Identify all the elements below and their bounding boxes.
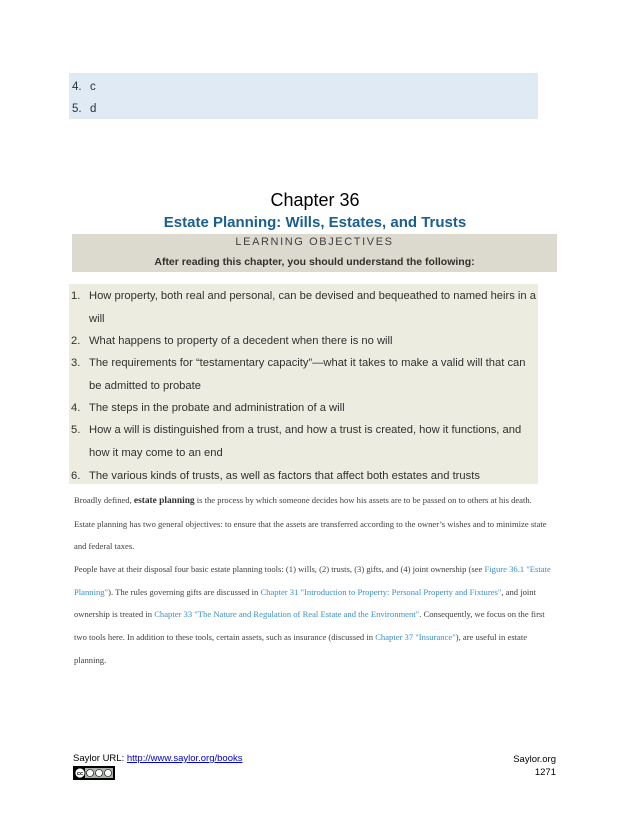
paragraph-text: is the process by which someone decides how his assets are to be passed on to others at his death. Estate planning has two general objectives: to ensure that the assets are transferred according to the owner’s wishes and to minimize state and federal taxes. [74, 495, 547, 552]
objective-text: How a will is distinguished from a trust, and how a trust is created, how it functions, and how it may come to an end [89, 424, 522, 459]
objective-text: What happens to property of a decedent when there is no will [89, 335, 393, 347]
learning-objectives-intro: After reading this chapter, you should understand the following: [154, 256, 475, 268]
chapter-37-link[interactable]: Chapter 37 "Insurance" [375, 632, 456, 643]
objective-number: 1. [71, 290, 81, 302]
footer-url [73, 753, 243, 764]
objective-item [71, 465, 536, 488]
figure-36-1-link[interactable]: Figure 36.1 "Estate Planning" [74, 564, 551, 597]
chapter-subtitle: Estate Planning: Wills, Estates, and Trusts [163, 214, 467, 231]
paragraph-text: ). The rules governing gifts are discussed in [108, 586, 261, 597]
paragraph-text: . Consequently, we focus on the first two tools here. In addition to these tools, certain assets, such as insurance (discussed in [74, 609, 545, 643]
objective-item [71, 397, 536, 420]
objective-number: 4. [71, 402, 81, 414]
objective-item [71, 352, 536, 397]
answer-number: 5. [72, 103, 82, 115]
learning-objectives-title: LEARNING OBJECTIVES [235, 236, 394, 248]
objective-text: The requirements for “testamentary capacity”—what it takes to make a valid will that can be admitted to probate [89, 357, 526, 392]
chapter-33-link[interactable]: Chapter 33 "The Nature and Regulation of Real Estate and the Environment" [154, 609, 420, 620]
paragraph-text: People have at their disposal four basic estate planning tools: (1) wills, (2) trusts, (3) gifts, and (4) joint ownership (see [74, 564, 485, 574]
term-estate-planning: estate planning [133, 496, 195, 506]
objective-text: How property, both real and personal, can be devised and bequeathed to named heirs in a will [89, 290, 536, 325]
objective-number: 2. [71, 335, 81, 347]
paragraph-text: Broadly defined, [74, 495, 134, 505]
page-number: 1271 [534, 767, 556, 778]
objective-number: 6. [71, 470, 81, 482]
footer-url-label: Saylor URL: [73, 753, 127, 764]
objective-number: 3. [71, 357, 81, 369]
objective-item [71, 419, 536, 464]
objective-number: 5. [71, 424, 81, 436]
footer-site: Saylor.org [513, 754, 556, 765]
learning-objectives-list [69, 284, 538, 484]
objective-text: The steps in the probate and administration of a will [89, 402, 345, 414]
body-paragraph-1 [74, 489, 554, 558]
paragraph-text: , and joint ownership is treated in [74, 586, 536, 620]
objective-text: The various kinds of trusts, as well as factors that affect both estates and trusts [89, 470, 480, 482]
saylor-books-link[interactable]: http://www.saylor.org/books [126, 753, 243, 764]
footer-page-info [513, 753, 556, 779]
body-paragraph-2 [74, 558, 554, 672]
chapter-title: Chapter 36 [270, 190, 360, 210]
creative-commons-license-icon [73, 766, 115, 780]
answer-list [69, 73, 538, 119]
svg-text:cc: cc [76, 771, 84, 778]
chapter-31-link[interactable]: Chapter 31 "Introduction to Property: Personal Property and Fixtures" [260, 586, 502, 597]
objective-item [71, 330, 536, 353]
answer-item [72, 81, 96, 93]
paragraph-text: ), are useful in estate planning. [74, 632, 528, 665]
learning-objectives-header [72, 234, 557, 272]
answer-text: d [90, 103, 97, 115]
answer-number: 4. [72, 81, 82, 93]
answer-item [72, 103, 96, 115]
objective-item [71, 285, 536, 330]
answer-text: c [90, 81, 96, 93]
